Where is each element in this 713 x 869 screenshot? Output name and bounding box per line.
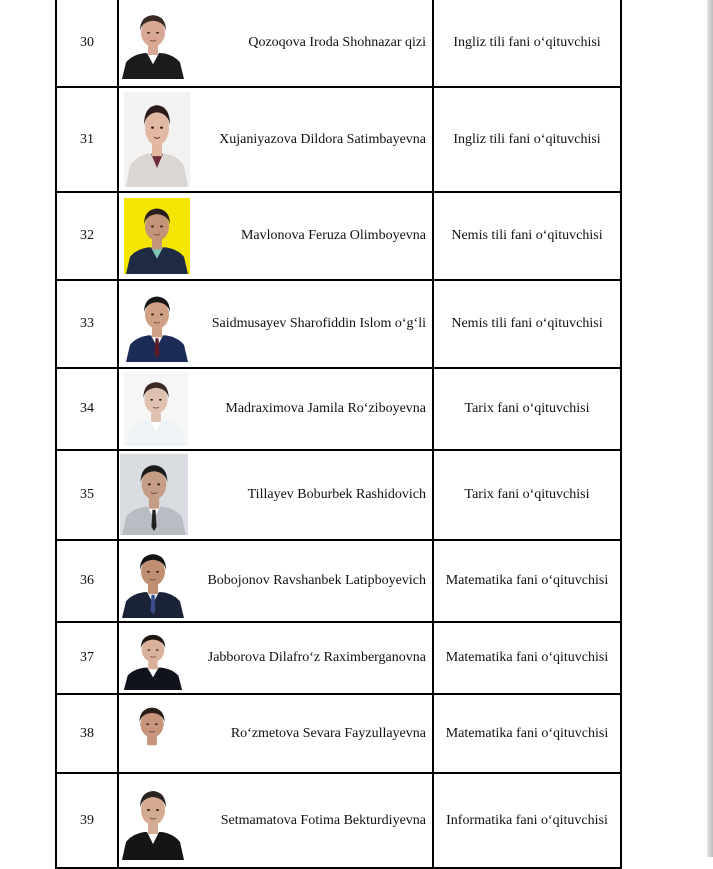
photo-name-cell — [118, 0, 433, 87]
teacher-full-name: Tillayev Boburbek Rashidovich — [247, 487, 426, 502]
row-number: 36 — [56, 540, 118, 622]
row-number: 37 — [56, 622, 118, 694]
table-row — [56, 192, 621, 280]
portrait-photo — [120, 780, 186, 860]
photo-name-cell — [118, 450, 433, 540]
table-row — [56, 368, 621, 450]
row-number: 32 — [56, 192, 118, 280]
row-number: 35 — [56, 450, 118, 540]
row-number: 30 — [56, 0, 118, 87]
table-row — [56, 87, 621, 192]
photo-name-cell — [118, 773, 433, 868]
staff-table — [55, 0, 622, 869]
portrait-photo — [120, 454, 188, 535]
portrait-photo — [120, 698, 184, 768]
table-row — [56, 280, 621, 368]
teacher-position: Matematika fani o‘qituvchisi — [433, 694, 621, 773]
teacher-full-name: Bobojonov Ravshanbek Latipboyevich — [207, 573, 426, 588]
table-row — [56, 773, 621, 868]
table-row — [56, 540, 621, 622]
table-row — [56, 450, 621, 540]
teacher-full-name: Ro‘zmetova Sevara Fayzullayevna — [230, 725, 426, 741]
portrait-photo — [120, 5, 186, 79]
row-number: 38 — [56, 694, 118, 773]
teacher-position: Nemis tili fani o‘qituvchisi — [433, 192, 621, 280]
teacher-full-name: Mavlonova Feruza Olimboyevna — [240, 228, 426, 243]
row-number: 31 — [56, 87, 118, 192]
row-number: 34 — [56, 368, 118, 450]
row-number: 39 — [56, 773, 118, 868]
teacher-position: Ingliz tili fani o‘qituvchisi — [433, 0, 621, 87]
teacher-full-name: Jabborova Dilafro‘z Raximberganovna — [207, 650, 426, 665]
teacher-full-name: Qozoqova Iroda Shohnazar qizi — [248, 34, 426, 50]
row-number: 33 — [56, 280, 118, 368]
table-row — [56, 694, 621, 773]
table-row — [56, 622, 621, 694]
portrait-photo — [124, 198, 190, 274]
teacher-position: Tarix fani o‘qituvchisi — [433, 368, 621, 450]
photo-name-cell — [118, 622, 433, 694]
teacher-position: Nemis tili fani o‘qituvchisi — [433, 280, 621, 368]
teacher-position: Informatika fani o‘qituvchisi — [433, 773, 621, 868]
photo-name-cell — [118, 540, 433, 622]
portrait-photo — [122, 626, 184, 690]
table-row — [56, 0, 621, 87]
photo-name-cell — [118, 87, 433, 192]
portrait-photo — [124, 92, 190, 187]
teacher-full-name: Setmamatova Fotima Bekturdiyevna — [220, 812, 426, 828]
teacher-full-name: Saidmusayev Sharofiddin Islom o‘g‘li — [211, 316, 426, 331]
teacher-position: Ingliz tili fani o‘qituvchisi — [433, 87, 621, 192]
portrait-photo — [124, 286, 190, 362]
portrait-photo — [124, 372, 188, 446]
teacher-position: Tarix fani o‘qituvchisi — [433, 450, 621, 540]
photo-name-cell — [118, 280, 433, 368]
photo-name-cell — [118, 694, 433, 773]
portrait-photo — [120, 544, 186, 618]
teacher-position: Matematika fani o‘qituvchisi — [433, 622, 621, 694]
teacher-full-name: Madraximova Jamila Ro‘ziboyevna — [225, 401, 426, 416]
staff-table-body — [56, 0, 621, 868]
page-edge-shadow — [707, 0, 713, 857]
teacher-position: Matematika fani o‘qituvchisi — [433, 540, 621, 622]
photo-name-cell — [118, 368, 433, 450]
teacher-full-name: Xujaniyazova Dildora Satimbayevna — [219, 131, 426, 147]
photo-name-cell — [118, 192, 433, 280]
